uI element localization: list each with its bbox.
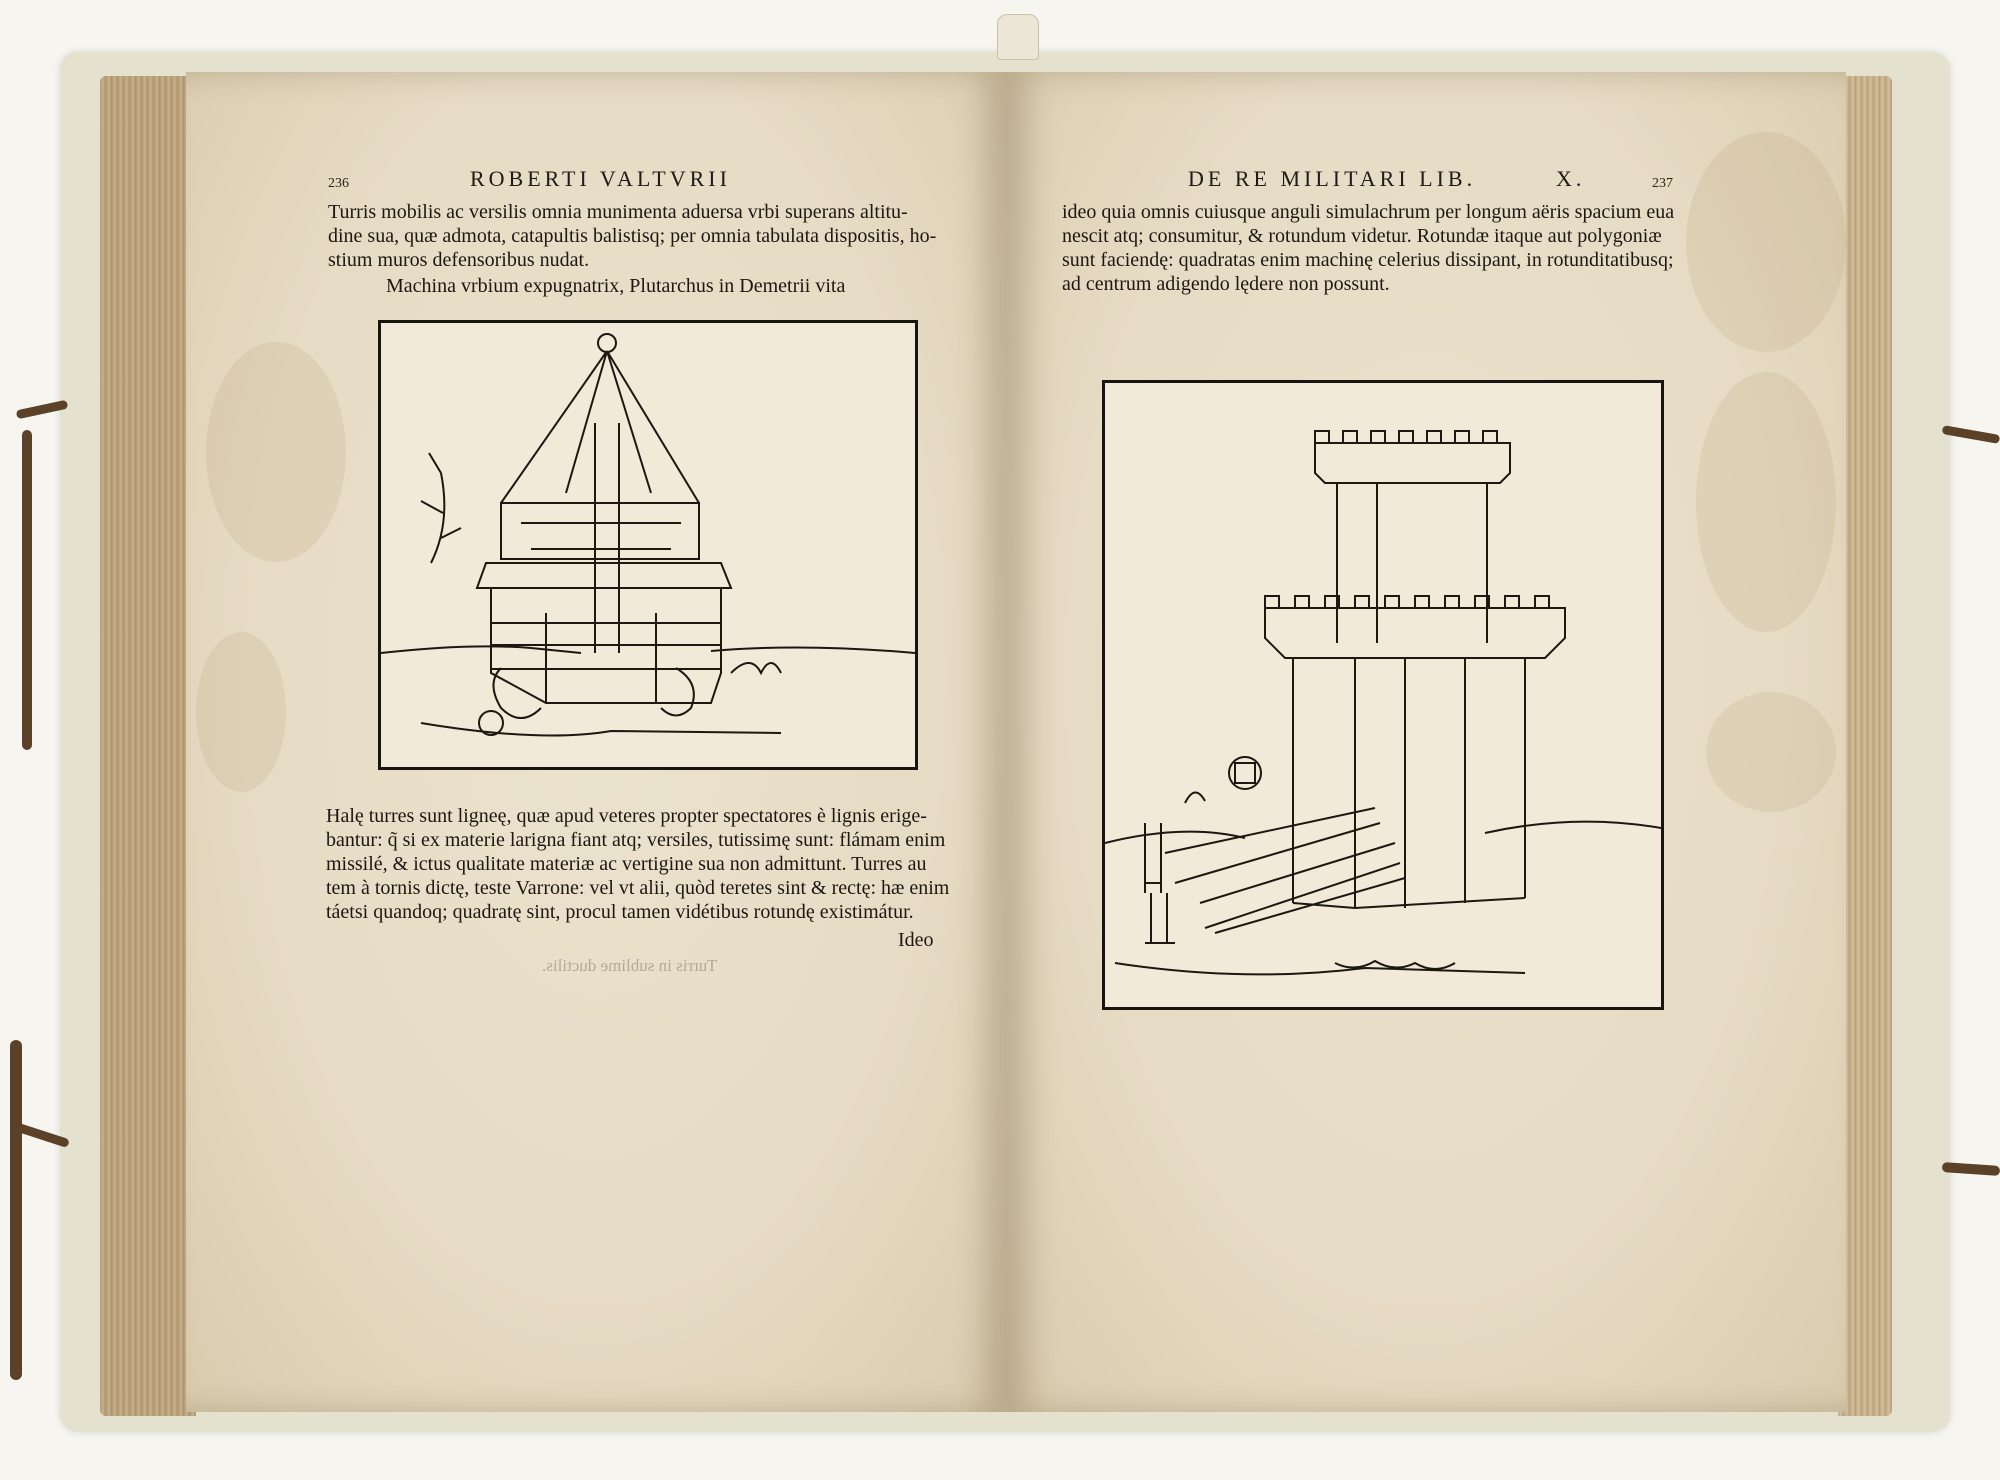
text-block-edge-right xyxy=(1838,76,1892,1416)
left-page xyxy=(186,72,1006,1412)
woodcut-caption: Machina vrbium expugnatrix, Plutarchus in Demetrii vita xyxy=(386,275,846,297)
book-number: X. xyxy=(1556,166,1586,191)
text-line: sunt faciendę: quadratas enim machinę celerius dissipant, in rotunditatibusq; xyxy=(1062,249,1674,271)
right-page xyxy=(1006,72,1846,1412)
running-head: DE RE MILITARI LIB. xyxy=(1188,166,1477,191)
water-stain xyxy=(196,632,286,792)
text-line: dine sua, quæ admota, catapultis balistisq; per omnia tabulata dispositis, ho- xyxy=(328,225,937,247)
fortified-tower-illustration xyxy=(1105,383,1661,1007)
woodcut-fortified-tower xyxy=(1102,380,1664,1010)
paragraph-top xyxy=(328,200,936,272)
text-line: nescit atq; consumitur, & rotundum videtur. Rotundæ itaque aut polygoniæ xyxy=(1062,225,1662,247)
leather-strap-left-bottom xyxy=(10,1040,22,1380)
paragraph-bottom xyxy=(326,804,949,924)
text-line: missilé, & ictus qualitate materiæ ac vertigine sua non admittunt. Turres au xyxy=(326,853,927,875)
leather-strap-left-mid xyxy=(22,430,32,750)
paragraph-top xyxy=(1062,200,1674,296)
folio-number: 237 xyxy=(1652,176,1673,191)
catchword: Ideo xyxy=(898,929,934,951)
woodcut-siege-tower xyxy=(378,320,918,770)
text-line: bantur: q̃ si ex materie larigna fiant atq; versiles, tutissimę sunt: flámam enim xyxy=(326,829,946,851)
text-block-edge-left xyxy=(100,76,196,1416)
show-through-caption: Turris in sublime ductilis. xyxy=(542,956,718,975)
water-stain xyxy=(1706,692,1836,812)
running-head: ROBERTI VALTVRII xyxy=(470,166,731,191)
binding-tie xyxy=(997,14,1039,60)
folio-number: 236 xyxy=(328,176,349,191)
text-line: stium muros defensoribus nudat. xyxy=(328,249,590,271)
leather-strap-right-bottom xyxy=(1942,1162,2000,1176)
water-stain xyxy=(1686,132,1846,352)
text-line: Turris mobilis ac versilis omnia munimenta aduersa vrbi superans altitu- xyxy=(328,201,908,223)
text-line: ideo quia omnis cuiusque anguli simulachrum per longum aëris spacium eua xyxy=(1062,201,1675,223)
text-line: táetsi quandoq; quadratę sint, procul tamen vidétibus rotundę existimátur. xyxy=(326,901,914,923)
text-line: tem à tornis dictę, teste Varrone: vel vt alii, quòd teretes sint & rectę: hæ enim xyxy=(326,877,950,899)
text-line: ad centrum adigendo lędere non possunt. xyxy=(1062,273,1390,295)
text-line: Halę turres sunt ligneę, quæ apud veteres propter spectatores è lignis erige- xyxy=(326,805,927,827)
water-stain xyxy=(206,342,346,562)
leather-strap-right-top xyxy=(1942,425,2000,444)
water-stain xyxy=(1696,372,1836,632)
siege-tower-illustration xyxy=(381,323,915,767)
